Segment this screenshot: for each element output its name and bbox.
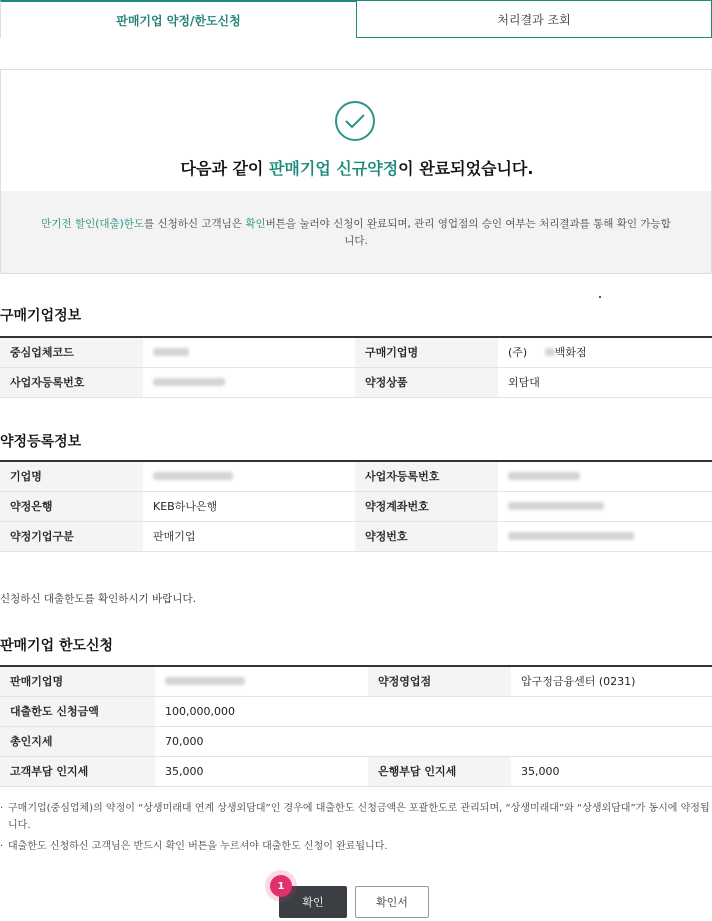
table-row	[0, 666, 712, 696]
cell-label: 약정은행	[0, 491, 143, 521]
cell-label: 약정계좌번호	[355, 491, 498, 521]
cell-value-blurred	[155, 666, 368, 696]
cell-label: 약정기업구분	[0, 521, 143, 551]
completion-notice	[0, 69, 712, 274]
table-row	[0, 461, 712, 491]
cell-label: 은행부담 인지세	[368, 756, 511, 786]
cell-value-blurred	[143, 367, 355, 397]
cell-label: 총인지세	[0, 726, 155, 756]
cell-label: 약정영업점	[368, 666, 511, 696]
table-row	[0, 726, 712, 756]
limit-application-title: 판매기업 한도신청	[0, 638, 114, 654]
cell-label: 중심업체코드	[0, 337, 143, 367]
list-item: · 구매기업(중심업체)의 약정이 “상생미래대 연계 상생외담대”인 경우에 대출한도 신청금액은 포괄한도로 관리되며, “상생미래대”와 “상생외담대”가 동시에 약정됩니다.	[0, 800, 712, 834]
cell-label: 대출한도 신청금액	[0, 696, 155, 726]
cell-value: 100,000,000	[155, 696, 712, 726]
table-row	[0, 337, 712, 367]
cell-value: 35,000	[511, 756, 712, 786]
confirm-button[interactable]: 확인	[279, 886, 347, 918]
cell-label: 구매기업명	[355, 337, 498, 367]
cell-value-blurred	[498, 461, 712, 491]
cell-label: 기업명	[0, 461, 143, 491]
receipt-button[interactable]: 확인서	[355, 886, 429, 918]
notice-description-box	[1, 191, 711, 273]
list-item: · 대출한도 신청하신 고객님은 반드시 확인 버튼을 누르셔야 대출한도 신청이 완료됩니다.	[0, 838, 712, 855]
contract-info-table	[0, 460, 712, 552]
table-row	[0, 696, 712, 726]
cell-label: 사업자등록번호	[355, 461, 498, 491]
cell-value: (주) 백화점	[498, 337, 712, 367]
limit-application-table	[0, 665, 712, 787]
buyer-info-table	[0, 336, 712, 398]
cell-value: 판매기업	[143, 521, 355, 551]
notice-description: 만기전 할인(대출)한도를 신청하신 고객님은 확인버튼을 눌러야 신청이 완료되며, 관리 영업점의 승인 여부는 처리결과를 통해 확인 가능합니다.	[41, 218, 671, 247]
step-marker-badge: 1	[270, 875, 292, 897]
cell-value: 압구정금융센터 (0231)	[511, 666, 712, 696]
cell-label: 약정번호	[355, 521, 498, 551]
table-row	[0, 367, 712, 397]
cell-value: 외담대	[498, 367, 712, 397]
cell-label: 고객부담 인지세	[0, 756, 155, 786]
notes-list	[0, 800, 712, 859]
cell-value: 70,000	[155, 726, 712, 756]
tab-contract-limit[interactable]: 판매기업 약정/한도신청	[0, 0, 356, 38]
completion-headline: 다음과 같이 판매기업 신규약정이 완료되었습니다.	[180, 159, 534, 178]
cell-value: KEB하나은행	[143, 491, 355, 521]
cell-value-blurred	[143, 337, 355, 367]
contract-info-title: 약정등록정보	[0, 434, 82, 450]
stray-dot	[599, 296, 601, 298]
buyer-info-title: 구매기업정보	[0, 308, 82, 324]
cell-value-blurred	[498, 491, 712, 521]
cell-value-blurred	[143, 461, 355, 491]
table-row	[0, 521, 712, 551]
cell-label: 약정상품	[355, 367, 498, 397]
confirm-limit-note: 신청하신 대출한도를 확인하시기 바랍니다.	[0, 593, 196, 605]
check-icon	[335, 101, 375, 141]
tab-bar	[0, 0, 712, 38]
cell-label: 판매기업명	[0, 666, 155, 696]
cell-value: 35,000	[155, 756, 368, 786]
tab-result-inquiry[interactable]: 처리결과 조회	[356, 0, 712, 38]
cell-label: 사업자등록번호	[0, 367, 143, 397]
table-row	[0, 756, 712, 786]
cell-value-blurred	[498, 521, 712, 551]
table-row	[0, 491, 712, 521]
